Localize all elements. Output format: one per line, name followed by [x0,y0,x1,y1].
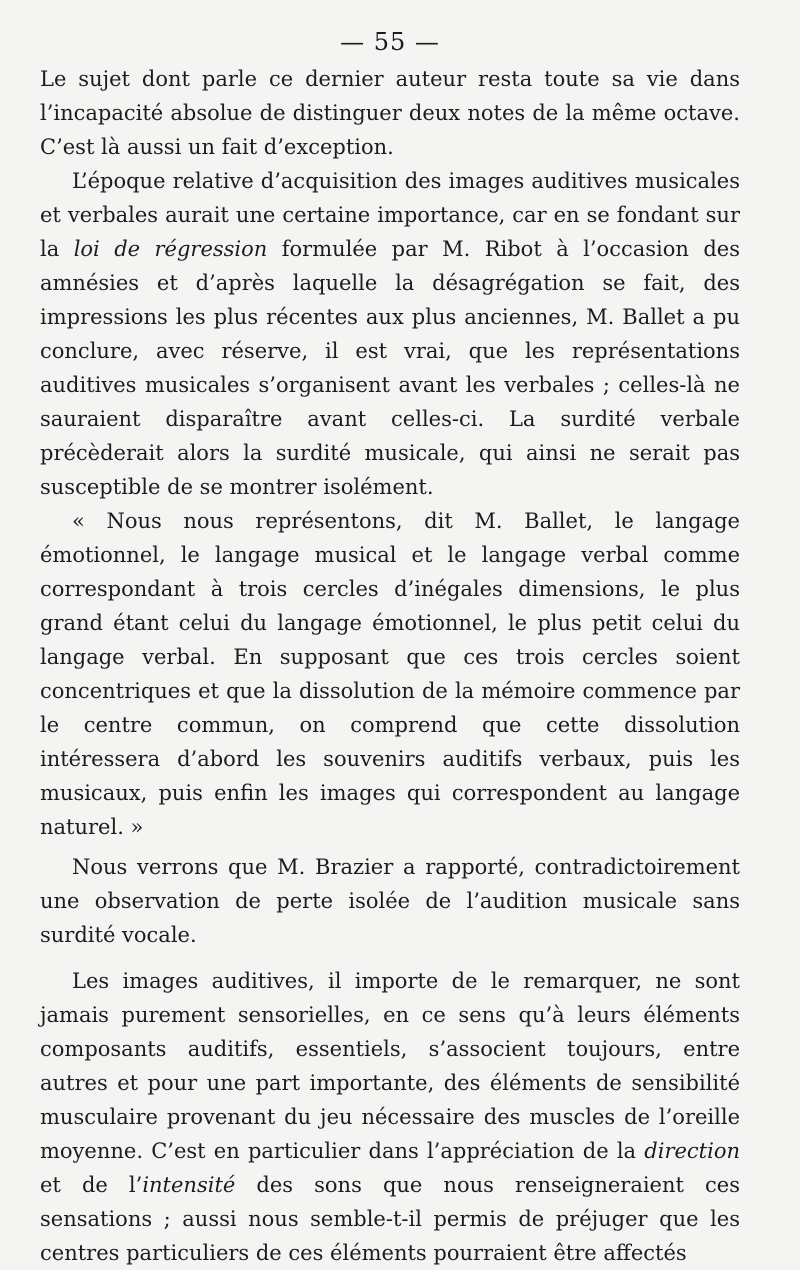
paragraph-5-emphasis-direction: direction [644,1139,740,1163]
paragraph-5-text-c: des sons que nous renseigneraient ces sensations ; aussi nous semble-t-il permis de préjuger que les centres particuliers de ces éléments pourraient être affectés [40,1173,740,1265]
paragraph-1: Le sujet dont parle ce dernier auteur resta toute sa vie dans l’incapacité absolue de distinguer deux notes de la même octave. C’est là aussi un fait d’exception. [40,67,740,159]
paragraph-2-text-a: L’époque relative d’acquisition des images auditives musicales et verbales aurait une certaine importance, car en se fondant sur la [40,169,740,261]
paragraph-5 [40,964,740,1270]
paragraph-4: Nous verrons que M. Brazier a rapporté, contradictoirement une observation de perte isolée de l’audition musicale sans surdité vocale. [40,855,740,947]
paragraph-5-text-b: et de l’ [40,1173,143,1197]
paragraph-5-emphasis-intensite: intensité [142,1173,236,1197]
paragraph-3: « Nous nous représentons, dit M. Ballet, le langage émotionnel, le langage musical et le langage verbal comme correspondant à trois cercles d’inégales dimensions, le plus grand étant celui du langage émotionnel, le plus petit celui du langage verbal. En supposant que ces trois cercles soient concentriques et que la dissolution de la mémoire commence par le centre commun, on comprend que cette dissolution intéressera d’abord les souvenirs auditifs verbaux, puis les musicaux, puis enfin les images qui correspondent au langage naturel. » [40,509,740,839]
paragraph-5-text-a: Les images auditives, il importe de le remarquer, ne sont jamais purement sensorielles, en ce sens qu’à leurs éléments composants auditifs, essentiels, s’associent toujours, entre autres et pour une part importante, des éléments de sensibilité musculaire provenant du jeu nécessaire des muscles de l’oreille moyenne. C’est en particulier dans l’appréciation de la [40,969,740,1163]
paragraph-2-emphasis: loi de régression [73,237,268,261]
page-number: — 55 — [340,28,440,56]
paragraph-2-text-b: formulée par M. Ribot à l’occasion des amnésies et d’après laquelle la désagrégation se fait, des impressions les plus récentes aux plus anciennes, M. Ballet a pu conclure, avec réserve, il est vrai, que les représentations auditives musicales s’organisent avant les verbales ; celles-là ne sauraient disparaître avant celles-ci. La surdité verbale précèderait alors la surdité musicale, qui ainsi ne serait pas susceptible de se montrer isolément. [40,237,740,499]
page-body [40,62,740,1270]
paragraph-2 [40,164,740,504]
